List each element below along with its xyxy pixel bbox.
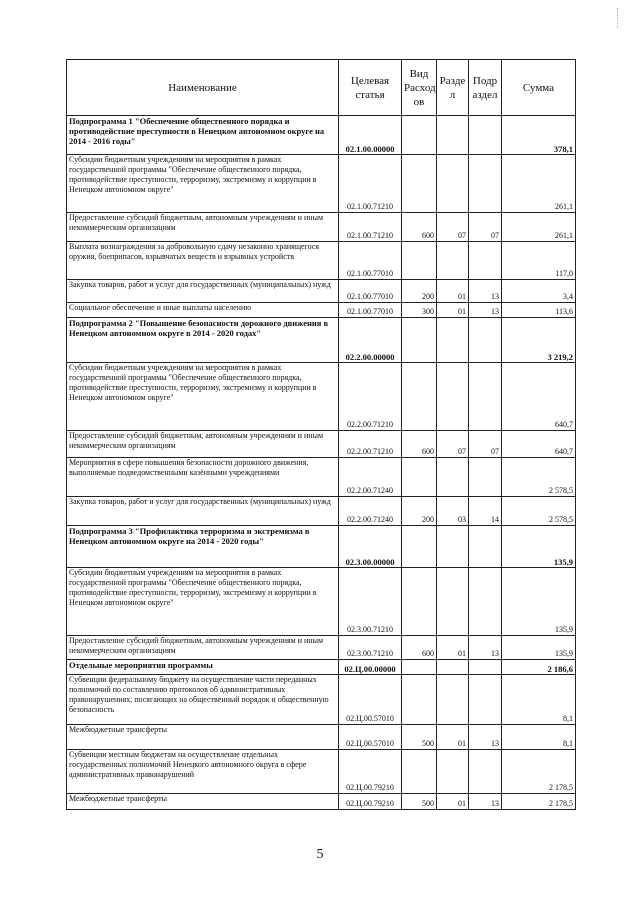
cell-sum: 261,1 — [502, 213, 576, 242]
cell-subsection: 07 — [469, 213, 502, 242]
cell-sum: 2 178,5 — [502, 750, 576, 794]
cell-section: 03 — [437, 497, 469, 526]
cell-section — [437, 660, 469, 675]
cell-sum: 640,7 — [502, 363, 576, 431]
cell-name: Субсидии бюджетным учреждениям на мероприятия в рамках государственной программы "Обеспечение общественного порядка, противодействие преступности, терроризму, экстремизму и коррупции в Ненецком автономном округе" — [67, 568, 339, 636]
cell-type: 600 — [402, 213, 437, 242]
table-row — [67, 675, 576, 725]
cell-subsection: 07 — [469, 431, 502, 458]
cell-name: Предоставление субсидий бюджетным, автономным учреждениям и иным некоммерческим организациям — [67, 431, 339, 458]
cell-sum: 8,1 — [502, 725, 576, 750]
cell-subsection — [469, 116, 502, 155]
cell-article: 02.3.00.71210 — [339, 636, 402, 660]
cell-subsection: 13 — [469, 636, 502, 660]
cell-subsection: 13 — [469, 794, 502, 810]
cell-type — [402, 155, 437, 213]
cell-sum: 2 178,5 — [502, 794, 576, 810]
table-row — [67, 750, 576, 794]
cell-name: Межбюджетные трансферты — [67, 794, 339, 810]
cell-sum: 2 578,5 — [502, 497, 576, 526]
cell-name: Подпрограмма 3 "Профилактика терроризма и экстремизма в Ненецком автономном округе на 2014 - 2020 годы" — [67, 526, 339, 568]
cell-section — [437, 568, 469, 636]
cell-section — [437, 526, 469, 568]
corner-mark — [617, 8, 626, 28]
table-row — [67, 636, 576, 660]
header-sum: Сумма — [502, 60, 576, 116]
cell-name: Субвенции местным бюджетам на осуществление отдельных государственных полномочий Ненецкого автономного округа в сфере административных правонарушений — [67, 750, 339, 794]
cell-name: Субвенции федеральному бюджету на осуществление части переданных полномочий по составлению протоколов об административных правонарушениях, посягающих на общественный порядок и общественную безопасность — [67, 675, 339, 725]
cell-subsection — [469, 660, 502, 675]
cell-section: 07 — [437, 213, 469, 242]
cell-article: 02.1.00.77010 — [339, 280, 402, 303]
cell-article: 02.1.00.00000 — [339, 116, 402, 155]
table-row — [67, 242, 576, 280]
cell-subsection — [469, 363, 502, 431]
cell-article: 02.Ц.00.79210 — [339, 750, 402, 794]
cell-name: Мероприятия в сфере повышения безопасности дорожного движения, выполняемые подведомственными казёнными учреждениями — [67, 458, 339, 497]
cell-article: 02.2.00.71210 — [339, 431, 402, 458]
cell-type: 200 — [402, 280, 437, 303]
cell-section — [437, 318, 469, 363]
header-expense-type: Вид Расход ов — [402, 60, 437, 116]
cell-article: 02.1.00.71210 — [339, 213, 402, 242]
cell-article: 02.1.00.77010 — [339, 242, 402, 280]
cell-subsection: 14 — [469, 497, 502, 526]
cell-article: 02.1.00.71210 — [339, 155, 402, 213]
table-row — [67, 497, 576, 526]
cell-subsection — [469, 675, 502, 725]
cell-type: 600 — [402, 431, 437, 458]
header-section: Разде л — [437, 60, 469, 116]
cell-subsection — [469, 568, 502, 636]
cell-type — [402, 526, 437, 568]
cell-section: 01 — [437, 636, 469, 660]
cell-sum: 3 219,2 — [502, 318, 576, 363]
cell-sum: 2 578,5 — [502, 458, 576, 497]
table-row — [67, 363, 576, 431]
cell-subsection — [469, 458, 502, 497]
cell-section — [437, 458, 469, 497]
cell-name: Закупка товаров, работ и услуг для государственных (муниципальных) нужд — [67, 280, 339, 303]
cell-article: 02.Ц.00.79210 — [339, 794, 402, 810]
cell-article: 02.2.00.00000 — [339, 318, 402, 363]
cell-type — [402, 458, 437, 497]
budget-table — [66, 59, 576, 810]
cell-type: 300 — [402, 303, 437, 318]
cell-sum: 135,9 — [502, 568, 576, 636]
table-row — [67, 794, 576, 810]
cell-section: 01 — [437, 303, 469, 318]
cell-name: Отдельные мероприятия программы — [67, 660, 339, 675]
header-row — [67, 60, 576, 116]
cell-subsection: 13 — [469, 725, 502, 750]
cell-subsection — [469, 318, 502, 363]
cell-type — [402, 568, 437, 636]
table-row — [67, 155, 576, 213]
cell-type: 600 — [402, 636, 437, 660]
cell-type — [402, 318, 437, 363]
cell-subsection — [469, 526, 502, 568]
cell-name: Предоставление субсидий бюджетным, автономным учреждениям и иным некоммерческим организациям — [67, 636, 339, 660]
cell-article: 02.2.00.71210 — [339, 363, 402, 431]
cell-article: 02.3.00.00000 — [339, 526, 402, 568]
cell-section — [437, 363, 469, 431]
cell-sum: 113,6 — [502, 303, 576, 318]
cell-sum: 8,1 — [502, 675, 576, 725]
table-row — [67, 116, 576, 155]
cell-name: Социальное обеспечение и иные выплаты населению — [67, 303, 339, 318]
cell-article: 02.1.00.77010 — [339, 303, 402, 318]
cell-sum: 640,7 — [502, 431, 576, 458]
cell-type — [402, 675, 437, 725]
cell-name: Субсидии бюджетным учреждениям на мероприятия в рамках государственной программы "Обеспечение общественного порядка, противодействие преступности, терроризму, экстремизму и коррупции в Ненецком автономном округе" — [67, 155, 339, 213]
table-row — [67, 526, 576, 568]
table-row — [67, 568, 576, 636]
cell-name: Субсидии бюджетным учреждениям на мероприятия в рамках государственной программы "Обеспечение общественного порядка, противодействие преступности, терроризму, экстремизму и коррупции в Ненецком автономном округе" — [67, 363, 339, 431]
cell-sum: 378,1 — [502, 116, 576, 155]
table-row — [67, 431, 576, 458]
cell-sum: 3,4 — [502, 280, 576, 303]
cell-type — [402, 363, 437, 431]
cell-sum: 117,0 — [502, 242, 576, 280]
cell-section: 01 — [437, 725, 469, 750]
cell-type: 500 — [402, 725, 437, 750]
header-subsection: Подр аздел — [469, 60, 502, 116]
cell-name: Подпрограмма 1 "Обеспечение общественного порядка и противодействие преступности в Ненецком автономном округе на 2014 - 2016 годы" — [67, 116, 339, 155]
cell-subsection — [469, 155, 502, 213]
cell-article: 02.Ц.00.00000 — [339, 660, 402, 675]
cell-section: 01 — [437, 280, 469, 303]
cell-section — [437, 750, 469, 794]
cell-type — [402, 116, 437, 155]
cell-name: Подпрограмма 2 "Повышение безопасности дорожного движения в Ненецком автономном округе в 2014 - 2020 годах" — [67, 318, 339, 363]
cell-type — [402, 242, 437, 280]
cell-subsection: 13 — [469, 303, 502, 318]
cell-type: 200 — [402, 497, 437, 526]
cell-article: 02.Ц.00.57010 — [339, 675, 402, 725]
cell-section: 07 — [437, 431, 469, 458]
page-number: 5 — [316, 847, 324, 862]
cell-name: Предоставление субсидий бюджетным, автономным учреждениям и иным некоммерческим организациям — [67, 213, 339, 242]
cell-subsection — [469, 242, 502, 280]
cell-name: Выплата вознаграждения за добровольную сдачу незаконно хранящегося оружия, боеприпасов, взрывчатых веществ и взрывных устройств — [67, 242, 339, 280]
cell-section: 01 — [437, 794, 469, 810]
cell-section — [437, 242, 469, 280]
cell-sum: 2 186,6 — [502, 660, 576, 675]
cell-type — [402, 660, 437, 675]
table-row — [67, 458, 576, 497]
cell-sum: 135,9 — [502, 636, 576, 660]
cell-sum: 135,9 — [502, 526, 576, 568]
cell-article: 02.2.00.71240 — [339, 497, 402, 526]
cell-subsection — [469, 750, 502, 794]
cell-article: 02.Ц.00.57010 — [339, 725, 402, 750]
table-row — [67, 303, 576, 318]
cell-article: 02.3.00.71210 — [339, 568, 402, 636]
cell-sum: 261,1 — [502, 155, 576, 213]
table-row — [67, 213, 576, 242]
cell-type: 500 — [402, 794, 437, 810]
cell-article: 02.2.00.71240 — [339, 458, 402, 497]
cell-section — [437, 675, 469, 725]
cell-name: Закупка товаров, работ и услуг для государственных (муниципальных) нужд — [67, 497, 339, 526]
cell-section — [437, 116, 469, 155]
table-row — [67, 318, 576, 363]
cell-name: Межбюджетные трансферты — [67, 725, 339, 750]
header-article: Целевая статья — [339, 60, 402, 116]
cell-section — [437, 155, 469, 213]
cell-subsection: 13 — [469, 280, 502, 303]
header-name: Наименование — [67, 60, 339, 116]
table-row — [67, 280, 576, 303]
cell-type — [402, 750, 437, 794]
table-row — [67, 725, 576, 750]
table-row — [67, 660, 576, 675]
